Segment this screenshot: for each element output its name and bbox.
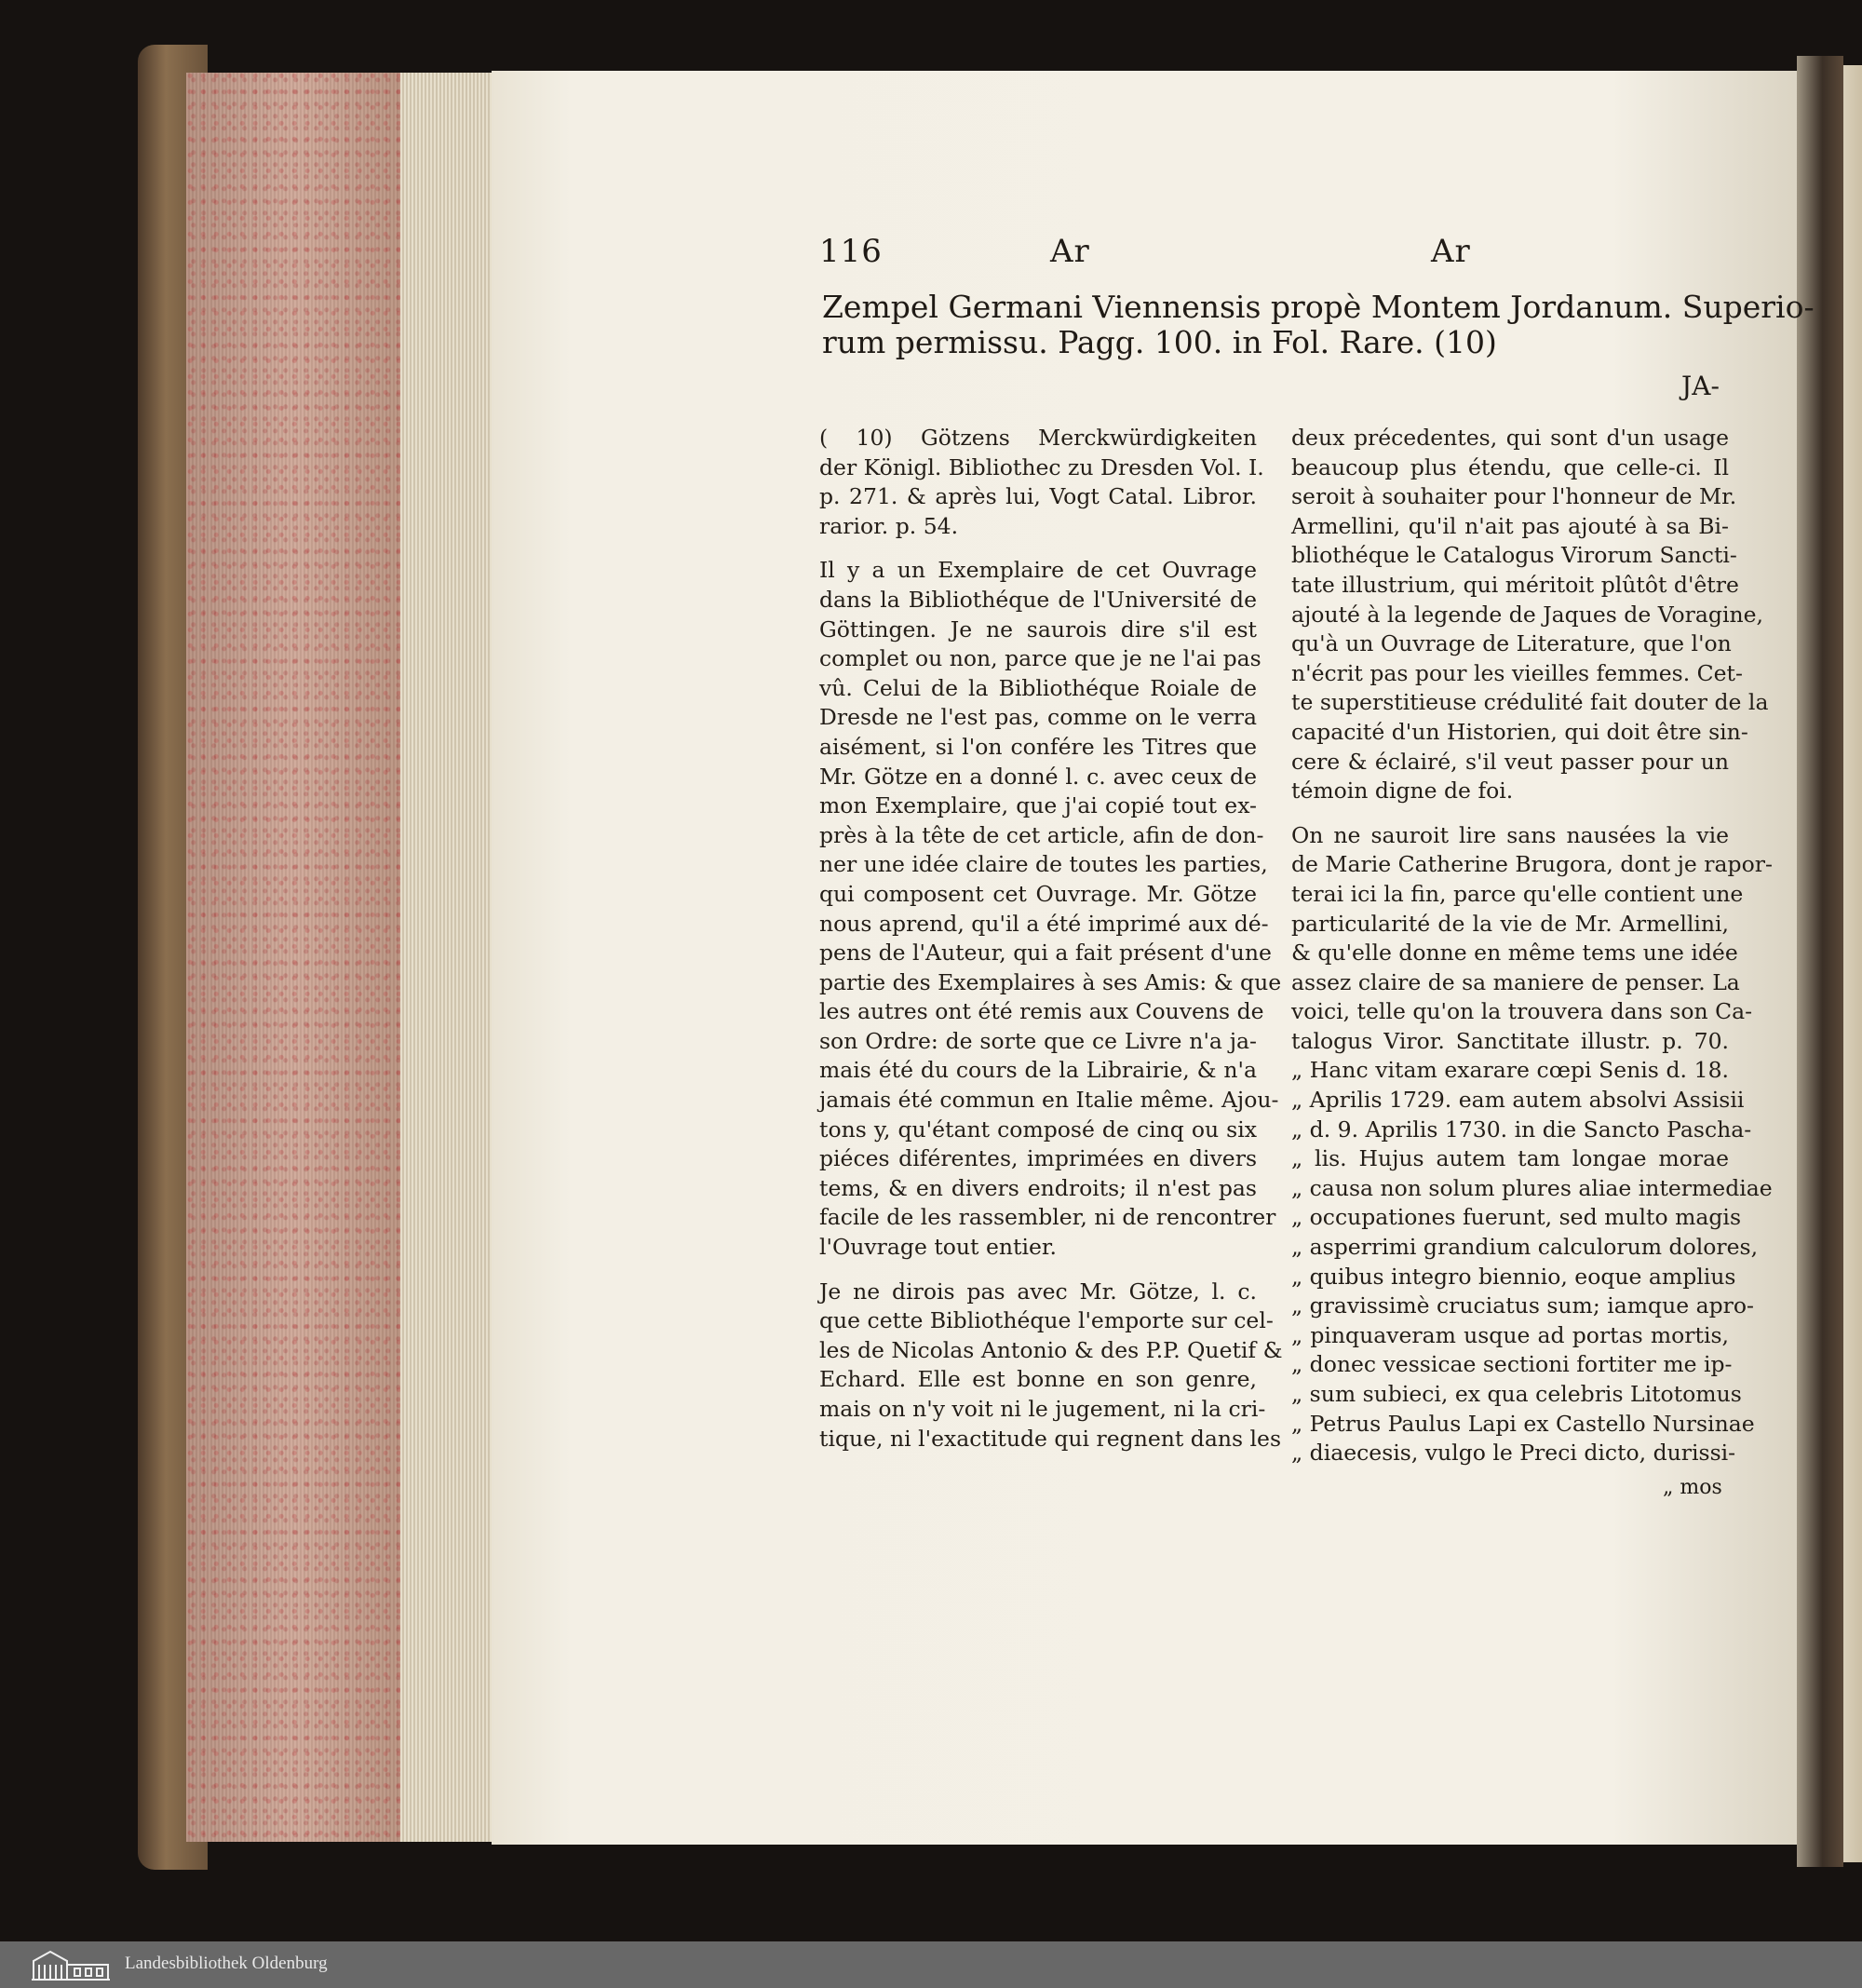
institution-name: Landesbibliothek Oldenburg bbox=[125, 1954, 328, 1973]
text-line: der Königl. Bibliothec zu Dresden Vol. I. bbox=[819, 453, 1264, 480]
text-line: „ pinquaveram usque ad portas mortis, bbox=[1291, 1321, 1729, 1348]
text-line: aisément, si l'on confére les Titres que bbox=[819, 733, 1257, 760]
text-line: „ quibus integro biennio, eoque amplius bbox=[1291, 1263, 1736, 1290]
paragraph-gap bbox=[1291, 806, 1729, 821]
text-line: mais été du cours de la Librairie, & n'a bbox=[819, 1057, 1257, 1084]
text-line: nous aprend, qu'il a été imprimé aux dé- bbox=[819, 910, 1269, 937]
text-line: „ Aprilis 1729. eam autem absolvi Assisii bbox=[1291, 1087, 1745, 1114]
text-line: On ne sauroit lire sans nausées la vie bbox=[1291, 821, 1729, 848]
book-gutter bbox=[1797, 56, 1843, 1867]
text-line: „ asperrimi grandium calculorum dolores, bbox=[1291, 1234, 1759, 1261]
page-stack bbox=[400, 73, 493, 1842]
text-line: pens de l'Auteur, qui a fait présent d'une bbox=[819, 940, 1272, 967]
text-line: „ causa non solum plures aliae intermediae bbox=[1291, 1174, 1773, 1201]
text-line: piéces diférentes, imprimées en divers bbox=[819, 1145, 1257, 1172]
text-line: Dresde ne l'est pas, comme on le verra bbox=[819, 704, 1257, 731]
text-line: partie des Exemplaires à ses Amis: & que bbox=[819, 968, 1282, 995]
text-line: & qu'elle donne en même tems une idée bbox=[1291, 940, 1738, 967]
catchword-top: JA- bbox=[1681, 371, 1720, 401]
text-line: témoin digne de foi. bbox=[1291, 778, 1514, 805]
text-line: bliothéque le Catalogus Virorum Sancti- bbox=[1291, 542, 1737, 569]
text-line: les autres ont été remis aux Couvens de bbox=[819, 998, 1264, 1025]
title-line-2: rum permissu. Pagg. 100. in Fol. Rare. (10) bbox=[822, 324, 1497, 360]
text-line: tems, & en divers endroits; il n'est pas bbox=[819, 1174, 1257, 1201]
paragraph-gap bbox=[819, 541, 1257, 556]
text-line: cere & éclairé, s'il veut passer pour un bbox=[1291, 748, 1729, 775]
text-line: voici, telle qu'on la trouvera dans son Ca- bbox=[1291, 998, 1753, 1025]
text-line: „ Petrus Paulus Lapi ex Castello Nursinae bbox=[1291, 1410, 1755, 1437]
text-line: son Ordre: de sorte que ce Livre n'a ja- bbox=[819, 1027, 1257, 1054]
text-line: „ sum subieci, ex qua celebris Litotomus bbox=[1291, 1381, 1742, 1407]
text-line: Echard. Elle est bonne en son genre, bbox=[819, 1366, 1257, 1393]
text-line: „ Hanc vitam exarare cœpi Senis d. 18. bbox=[1291, 1057, 1729, 1084]
text-line: assez claire de sa maniere de penser. La bbox=[1291, 968, 1740, 995]
text-line: „ d. 9. Aprilis 1730. in die Sancto Pascha- bbox=[1291, 1116, 1752, 1143]
text-line: Je ne dirois pas avec Mr. Götze, l. c. bbox=[819, 1278, 1257, 1305]
text-line: talogus Viror. Sanctitate illustr. p. 70. bbox=[1291, 1027, 1729, 1054]
text-line: „ gravissimè cruciatus sum; iamque apro- bbox=[1291, 1292, 1754, 1319]
catchword-bottom: „ mos bbox=[1663, 1476, 1722, 1499]
text-line: terai ici la fin, parce qu'elle contient une bbox=[1291, 880, 1744, 907]
left-text-column bbox=[819, 424, 1283, 1454]
text-line: capacité d'un Historien, qui doit être sin- bbox=[1291, 718, 1748, 745]
right-text-column bbox=[1291, 424, 1773, 1468]
title-line-1: Zempel Germani Viennensis propè Montem Jordanum. Superio- bbox=[822, 289, 1815, 325]
text-line: facile de les rassembler, ni de rencontrer bbox=[819, 1204, 1276, 1231]
page-number: 116 bbox=[819, 233, 883, 270]
text-line: ner une idée claire de toutes les parties, bbox=[819, 851, 1268, 878]
text-line: „ donec vessicae sectioni fortiter me ip- bbox=[1291, 1351, 1733, 1378]
text-line: l'Ouvrage tout entier. bbox=[819, 1234, 1057, 1261]
running-header-left: Ar bbox=[1050, 233, 1090, 270]
text-line: mais on n'y voit ni le jugement, ni la cri- bbox=[819, 1396, 1266, 1422]
text-line: particularité de la vie de Mr. Armellini, bbox=[1291, 910, 1729, 937]
text-line: près à la tête de cet article, afin de don- bbox=[819, 821, 1264, 848]
text-line: ( 10) Götzens Merckwürdigkeiten bbox=[819, 425, 1257, 451]
text-line: complet ou non, parce que je ne l'ai pas bbox=[819, 645, 1262, 672]
text-line: Mr. Götze en a donné l. c. avec ceux de bbox=[819, 763, 1257, 790]
text-line: p. 271. & après lui, Vogt Catal. Libror. bbox=[819, 483, 1257, 510]
text-line: te superstitieuse crédulité fait douter de la bbox=[1291, 689, 1769, 716]
text-line: qui composent cet Ouvrage. Mr. Götze bbox=[819, 880, 1257, 907]
text-line: Göttingen. Je ne saurois dire s'il est bbox=[819, 615, 1257, 642]
text-line: ajouté à la legende de Jaques de Voragine, bbox=[1291, 601, 1763, 628]
text-line: tons y, qu'étant composé de cinq ou six bbox=[819, 1116, 1257, 1143]
footer-bar bbox=[0, 1941, 1862, 1988]
text-line: mon Exemplaire, que j'ai copié tout ex- bbox=[819, 792, 1257, 819]
text-line: rarior. p. 54. bbox=[819, 512, 959, 539]
text-line: dans la Bibliothéque de l'Université de bbox=[819, 586, 1257, 613]
text-line: seroit à souhaiter pour l'honneur de Mr. bbox=[1291, 483, 1737, 510]
library-building-logo bbox=[30, 1948, 112, 1981]
text-line: jamais été commun en Italie même. Ajou- bbox=[819, 1087, 1279, 1114]
text-line: beaucoup plus étendu, que celle-ci. Il bbox=[1291, 453, 1729, 480]
text-line: Armellini, qu'il n'ait pas ajouté à sa Bi- bbox=[1291, 512, 1729, 539]
text-line: tate illustrium, qui méritoit plûtôt d'être bbox=[1291, 571, 1739, 598]
text-line: de Marie Catherine Brugora, dont je rapor- bbox=[1291, 851, 1773, 878]
text-line: vû. Celui de la Bibliothéque Roiale de bbox=[819, 674, 1257, 701]
text-line: „ diaecesis, vulgo le Preci dicto, durissi- bbox=[1291, 1440, 1736, 1467]
book-fore-edge bbox=[186, 73, 405, 1842]
running-header-right: Ar bbox=[1431, 233, 1471, 270]
text-line: deux précedentes, qui sont d'un usage bbox=[1291, 425, 1729, 451]
text-line: qu'à un Ouvrage de Literature, que l'on bbox=[1291, 630, 1732, 657]
text-line: tique, ni l'exactitude qui regnent dans les bbox=[819, 1425, 1282, 1452]
text-line: „ lis. Hujus autem tam longae morae bbox=[1291, 1145, 1729, 1172]
text-line: les de Nicolas Antonio & des P.P. Quetif & bbox=[819, 1336, 1283, 1363]
text-line: „ occupationes fuerunt, sed multo magis bbox=[1291, 1204, 1742, 1231]
paragraph-gap bbox=[819, 1263, 1257, 1278]
text-line: n'écrit pas pour les vieilles femmes. Cet- bbox=[1291, 659, 1743, 686]
text-line: Il y a un Exemplaire de cet Ouvrage bbox=[819, 557, 1257, 584]
text-line: que cette Bibliothéque l'emporte sur cel- bbox=[819, 1307, 1274, 1334]
